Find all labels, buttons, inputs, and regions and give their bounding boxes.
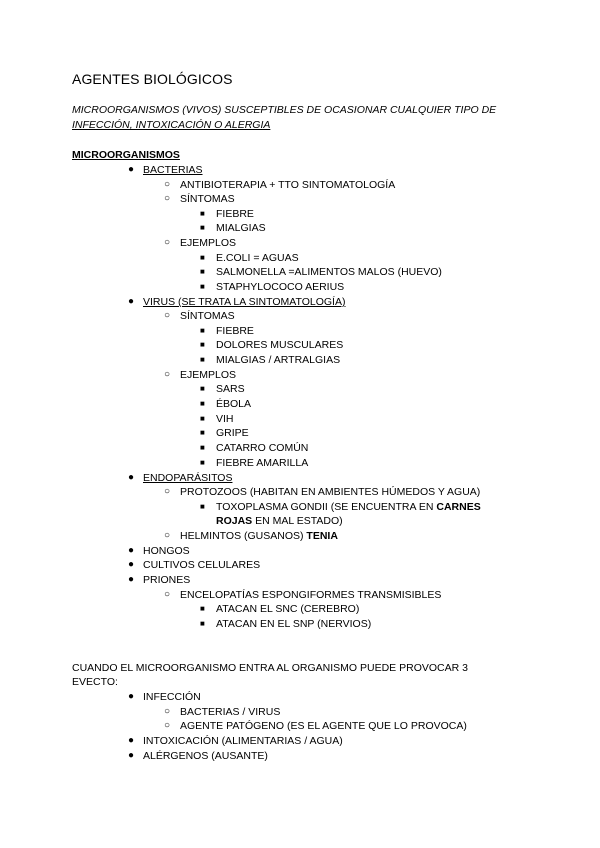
list-item-virus-fiebre: FIEBRE xyxy=(216,325,254,337)
list-item-agente: AGENTE PATÓGENO (ES EL AGENTE QUE LO PROVOCA) xyxy=(180,720,467,732)
list-item-virus-ejemplos: EJEMPLOS xyxy=(180,369,237,381)
bullet-square-icon: ■ xyxy=(200,355,205,364)
list-item-bacterias-virus: BACTERIAS / VIRUS xyxy=(180,706,281,718)
list-item-mialgias-artralgias: MIALGIAS / ARTRALGIAS xyxy=(216,354,341,366)
bullet-disc-icon: ● xyxy=(128,574,135,585)
paragraph-line-1: CUANDO EL MICROORGANISMO ENTRA AL ORGANISMO PUEDE PROVOCAR 3 xyxy=(72,662,468,674)
bullet-square-icon: ■ xyxy=(200,619,205,628)
bullet-square-icon: ■ xyxy=(200,428,205,437)
list-item-ecoli: E.COLI = AGUAS xyxy=(216,252,299,264)
list-item-ebola: ÉBOLA xyxy=(216,398,252,410)
bullet-circle-icon: ○ xyxy=(164,589,171,600)
bullet-square-icon: ■ xyxy=(200,209,205,218)
list-item-infeccion: INFECCIÓN xyxy=(143,691,201,703)
list-item-protozoos: PROTOZOOS (HABITAN EN AMBIENTES HÚMEDOS Y AGUA) xyxy=(180,486,481,498)
bullet-disc-icon: ● xyxy=(128,735,135,746)
bullet-square-icon: ■ xyxy=(200,399,205,408)
list-item-helmintos xyxy=(180,529,338,543)
list-item-sars: SARS xyxy=(216,383,245,395)
bullet-circle-icon: ○ xyxy=(164,530,171,541)
list-item-snp: ATACAN EN EL SNP (NERVIOS) xyxy=(216,618,372,630)
list-item-antibioterapia: ANTIBIOTERAPIA + TTO SINTOMATOLOGÍA xyxy=(180,179,396,191)
helmintos-tenia: TENIA xyxy=(306,530,338,542)
list-item-virus: VIRUS (SE TRATA LA SINTOMATOLOGÍA) xyxy=(143,296,346,308)
bullet-square-icon: ■ xyxy=(200,267,205,276)
bullet-square-icon: ■ xyxy=(200,414,205,423)
bullet-circle-icon: ○ xyxy=(164,193,171,204)
list-item-staphylococo: STAPHYLOCOCO AERIUS xyxy=(216,281,345,293)
bullet-square-icon: ■ xyxy=(200,502,205,511)
toxoplasma-text: TOXOPLASMA GONDII (SE ENCUENTRA EN xyxy=(216,501,437,513)
bullet-circle-icon: ○ xyxy=(164,179,171,190)
subtitle-line-1: MICROORGANISMOS (VIVOS) SUSCEPTIBLES DE OCASIONAR CUALQUIER TIPO DE xyxy=(72,104,497,116)
effects-paragraph xyxy=(72,661,522,689)
paragraph-line-2: EVECTO: xyxy=(72,676,118,688)
bullet-square-icon: ■ xyxy=(200,223,205,232)
toxoplasma-rojas: ROJAS xyxy=(216,515,253,527)
bullet-square-icon: ■ xyxy=(200,604,205,613)
list-item-salmonella: SALMONELLA =ALIMENTOS MALOS (HUEVO) xyxy=(216,266,442,278)
list-item-intoxicacion: INTOXICACIÓN (ALIMENTARIAS / AGUA) xyxy=(143,735,343,747)
bullet-square-icon: ■ xyxy=(200,326,205,335)
list-item-dolores: DOLORES MUSCULARES xyxy=(216,339,344,351)
bullet-disc-icon: ● xyxy=(128,296,135,307)
list-item-bacterias: BACTERIAS xyxy=(143,164,203,176)
list-item-virus-sintomas: SÍNTOMAS xyxy=(180,310,235,322)
list-item-toxoplasma-cont xyxy=(216,514,343,528)
bullet-circle-icon: ○ xyxy=(164,237,171,248)
list-item-encelopatias: ENCELOPATÍAS ESPONGIFORMES TRANSMISIBLES xyxy=(180,589,442,601)
toxoplasma-estado: EN MAL ESTADO) xyxy=(252,515,343,527)
list-item-vih: VIH xyxy=(216,413,234,425)
list-item-gripe: GRIPE xyxy=(216,427,249,439)
bullet-square-icon: ■ xyxy=(200,253,205,262)
section-heading: MICROORGANISMOS xyxy=(72,149,180,161)
bullet-disc-icon: ● xyxy=(128,691,135,702)
list-item-cultivos: CULTIVOS CELULARES xyxy=(143,559,261,571)
list-item-sintomas: SÍNTOMAS xyxy=(180,193,235,205)
subtitle-line-2: INFECCIÓN, INTOXICACIÓN O ALERGIA xyxy=(72,119,271,131)
bullet-circle-icon: ○ xyxy=(164,706,171,717)
bullet-disc-icon: ● xyxy=(128,559,135,570)
list-item-toxoplasma xyxy=(216,500,481,514)
list-item-ejemplos: EJEMPLOS xyxy=(180,237,237,249)
list-item-hongos: HONGOS xyxy=(143,545,190,557)
page-title: AGENTES BIOLÓGICOS xyxy=(72,71,233,87)
bullet-square-icon: ■ xyxy=(200,384,205,393)
list-item-alergenos: ALÉRGENOS (AUSANTE) xyxy=(143,750,268,762)
bullet-disc-icon: ● xyxy=(128,472,135,483)
list-item-catarro: CATARRO COMÚN xyxy=(216,442,309,454)
bullet-square-icon: ■ xyxy=(200,282,205,291)
list-item-priones: PRIONES xyxy=(143,574,191,586)
bullet-disc-icon: ● xyxy=(128,750,135,761)
list-item-endoparasitos: ENDOPARÁSITOS xyxy=(143,472,233,484)
bullet-square-icon: ■ xyxy=(200,443,205,452)
bullet-square-icon: ■ xyxy=(200,340,205,349)
bullet-circle-icon: ○ xyxy=(164,720,171,731)
bullet-disc-icon: ● xyxy=(128,164,135,175)
helmintos-text: HELMINTOS (GUSANOS) xyxy=(180,530,307,542)
bullet-circle-icon: ○ xyxy=(164,369,171,380)
list-item-fiebre: FIEBRE xyxy=(216,208,254,220)
bullet-disc-icon: ● xyxy=(128,545,135,556)
subtitle xyxy=(72,103,542,133)
bullet-square-icon: ■ xyxy=(200,458,205,467)
list-item-mialgias: MIALGIAS xyxy=(216,222,266,234)
list-item-fiebre-amarilla: FIEBRE AMARILLA xyxy=(216,457,309,469)
toxoplasma-carnes: CARNES xyxy=(436,501,481,513)
bullet-circle-icon: ○ xyxy=(164,486,171,497)
list-item-snc: ATACAN EL SNC (CEREBRO) xyxy=(216,603,360,615)
bullet-circle-icon: ○ xyxy=(164,310,171,321)
